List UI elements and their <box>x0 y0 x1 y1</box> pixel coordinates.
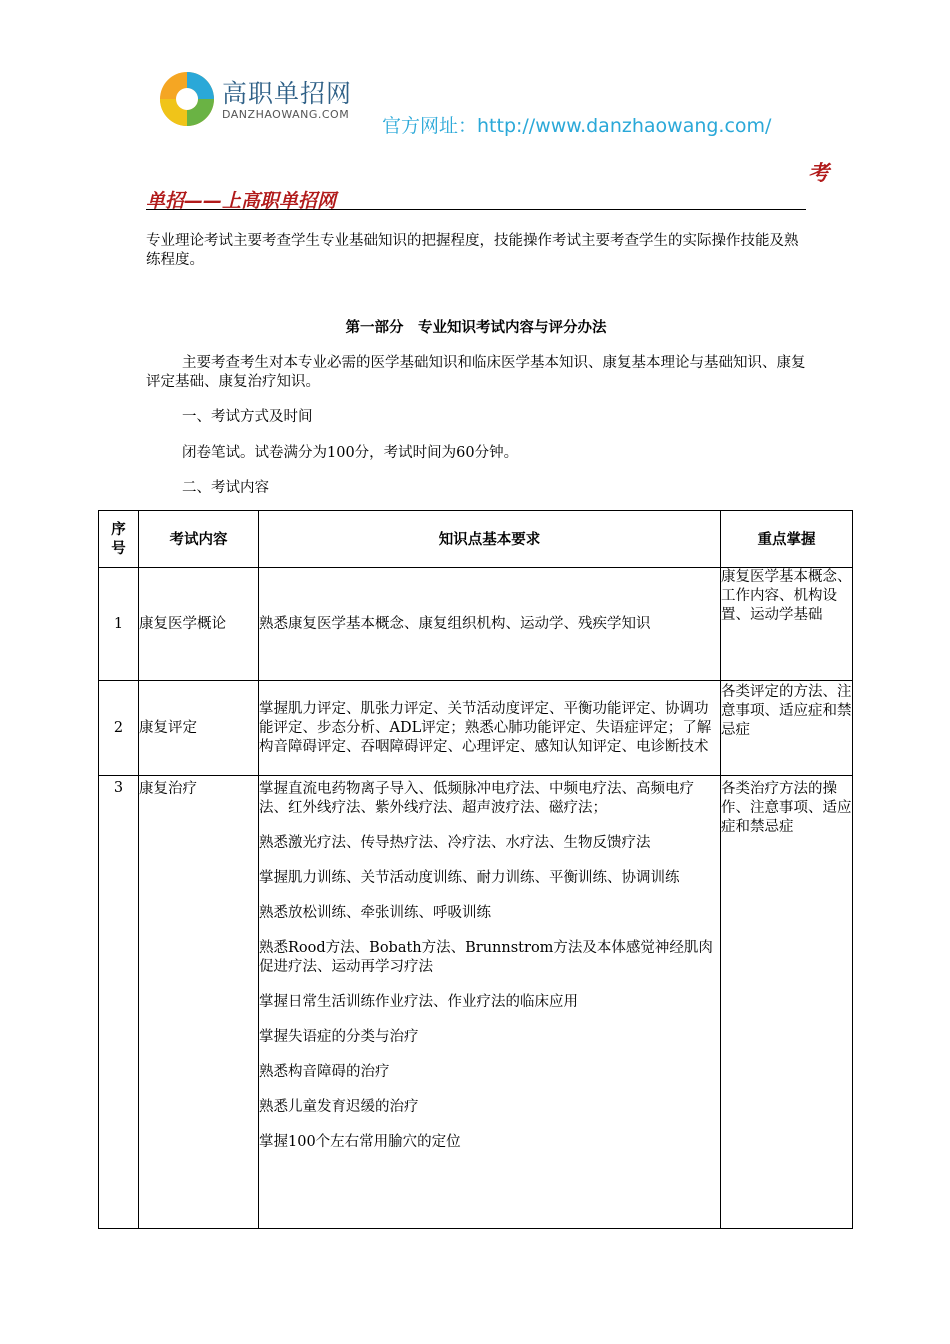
row-content: 康复治疗 <box>139 776 259 1229</box>
row-key-points: 各类评定的方法、注意事项、适应症和禁忌症 <box>721 681 853 776</box>
requirement-item: 掌握肌力评定、肌张力评定、关节活动度评定、平衡功能评定、协调功能评定、步态分析、ADL评定；熟悉心肺功能评定、失语症评定；了解构音障碍评定、吞咽障碍评定、心理评定、感知认知评定、电诊断技术 <box>259 700 712 755</box>
row-content: 康复评定 <box>139 681 259 776</box>
brand-logo-icon <box>158 70 216 128</box>
header-kao: 考 <box>808 161 829 185</box>
row-number: 3 <box>99 776 139 1229</box>
row-requirements <box>259 681 721 776</box>
heading-exam-method: 一、考试方式及时间 <box>182 409 313 425</box>
row-requirements <box>259 568 721 681</box>
brand-name: 高职单招网 <box>222 79 353 108</box>
requirement-item: 熟悉儿童发育迟缓的治疗 <box>259 1099 419 1115</box>
requirement-item: 熟悉构音障碍的治疗 <box>259 1064 390 1080</box>
row-content: 康复医学概论 <box>139 568 259 681</box>
section-title: 第一部分 专业知识考试内容与评分办法 <box>345 319 607 336</box>
table-header-row <box>99 511 853 568</box>
header-content: 考试内容 <box>139 511 259 568</box>
header-slogan: 单招——上高职单招网 <box>146 190 337 212</box>
section-paragraph: 主要考查考生对本专业必需的医学基础知识和临床医学基本知识、康复基本理论与基础知识、康复评定基础、康复治疗知识。 <box>146 355 806 390</box>
row-number: 1 <box>99 568 139 681</box>
requirement-item: 掌握日常生活训练作业疗法、作业疗法的临床应用 <box>259 994 578 1010</box>
requirement-item: 掌握直流电药物离子导入、低频脉冲电疗法、中频电疗法、高频电疗法、红外线疗法、紫外线疗法、超声波疗法、磁疗法； <box>259 781 694 816</box>
requirement-item: 熟悉Rood方法、Bobath方法、Brunnstrom方法及本体感觉神经肌肉促进疗法、运动再学习疗法 <box>259 940 713 975</box>
requirement-item: 掌握失语症的分类与治疗 <box>259 1029 419 1045</box>
requirement-item: 熟悉激光疗法、传导热疗法、冷疗法、水疗法、生物反馈疗法 <box>259 835 651 851</box>
requirement-item: 熟悉康复医学基本概念、康复组织机构、运动学、残疾学知识 <box>259 615 651 632</box>
row-key-points: 各类治疗方法的操作、注意事项、适应症和禁忌症 <box>721 776 853 1229</box>
header-seq: 序号 <box>99 511 139 568</box>
header-key-points: 重点掌握 <box>721 511 853 568</box>
exam-info: 闭卷笔试。试卷满分为100分，考试时间为60分钟。 <box>182 445 519 461</box>
requirement-item: 掌握肌力训练、关节活动度训练、耐力训练、平衡训练、协调训练 <box>259 870 680 886</box>
requirement-item: 掌握100个左右常用腧穴的定位 <box>259 1134 461 1150</box>
table-row <box>99 776 853 1229</box>
row-number: 2 <box>99 681 139 776</box>
row-key-points: 康复医学基本概念、工作内容、机构设置、运动学基础 <box>721 568 853 681</box>
exam-content-table <box>98 510 853 1229</box>
header-divider <box>146 209 806 210</box>
brand-domain: DANZHAOWANG.COM <box>222 108 350 121</box>
header-requirements: 知识点基本要求 <box>259 511 721 568</box>
table-row <box>99 568 853 681</box>
row-requirements <box>259 776 721 1229</box>
table-row <box>99 681 853 776</box>
requirement-item: 熟悉放松训练、牵张训练、呼吸训练 <box>259 905 491 921</box>
intro-paragraph: 专业理论考试主要考查学生专业基础知识的把握程度，技能操作考试主要考查学生的实际操作技能及熟练程度。 <box>146 233 799 268</box>
site-url-link[interactable]: 官方网址：http://www.danzhaowang.com/ <box>382 115 772 137</box>
heading-exam-content: 二、考试内容 <box>182 480 269 496</box>
